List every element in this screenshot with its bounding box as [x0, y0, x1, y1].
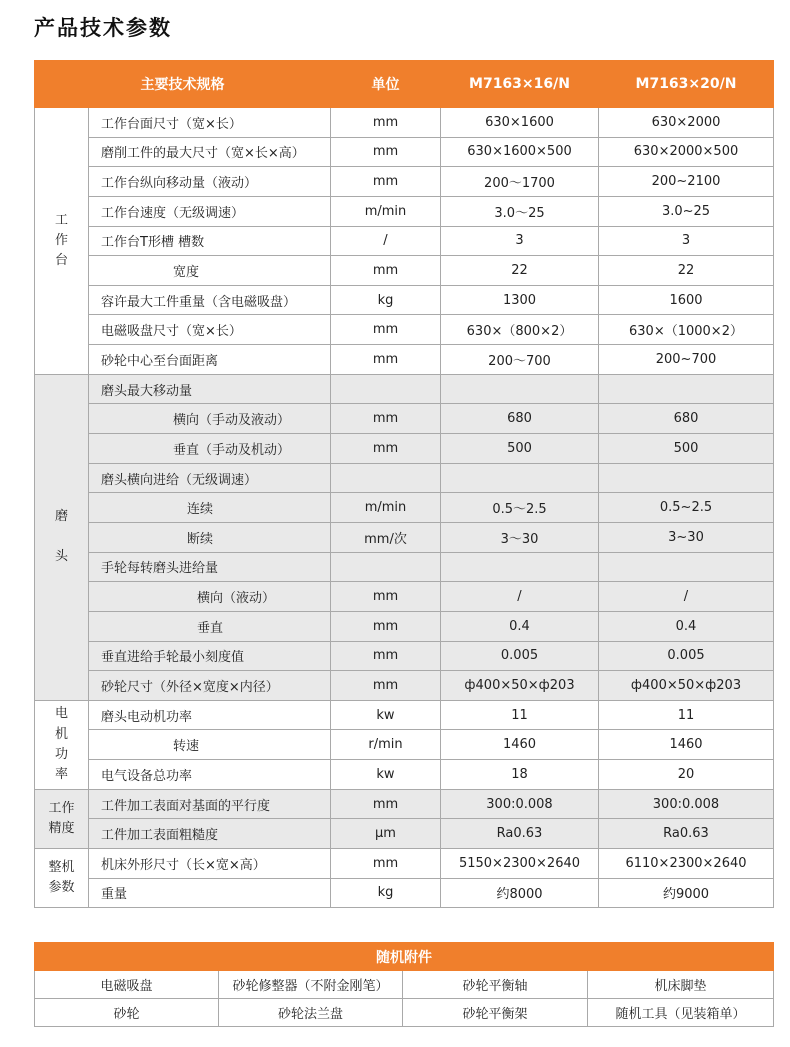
spec-value-model-1 — [441, 463, 599, 493]
spec-value-model-1: 680 — [441, 404, 599, 434]
accessory-item: 随机工具（见装箱单） — [588, 999, 774, 1027]
group-label-part: 参数 — [48, 880, 75, 896]
spec-value-model-1: 200〜700 — [441, 345, 599, 375]
table-row — [35, 611, 774, 641]
spec-value-model-2: 630×（1000×2） — [599, 315, 774, 345]
spec-item: 垂直 — [89, 611, 331, 641]
group-label — [35, 789, 89, 848]
spec-value-model-2: 300:0.008 — [599, 789, 774, 819]
spec-unit: / — [331, 226, 441, 256]
table-row — [35, 730, 774, 760]
spec-value-model-2: 200~700 — [599, 345, 774, 375]
spec-value-model-2: 630×2000 — [599, 108, 774, 138]
spec-item: 电磁吸盘尺寸（宽×长） — [89, 315, 331, 345]
spec-unit: m/min — [331, 196, 441, 226]
table-row — [35, 256, 774, 286]
spec-value-model-1: 300:0.008 — [441, 789, 599, 819]
spec-item: 工作台速度（无级调速） — [89, 196, 331, 226]
spec-unit: mm — [331, 315, 441, 345]
accessory-item: 砂轮平衡架 — [403, 999, 588, 1027]
spec-unit: mm — [331, 582, 441, 612]
group-label-part: 台 — [54, 252, 68, 268]
spec-item: 工作台纵向移动量（液动） — [89, 167, 331, 197]
group-label-part — [35, 527, 88, 547]
spec-unit: mm — [331, 671, 441, 701]
spec-value-model-2: 1600 — [599, 285, 774, 315]
spec-value-model-1: 1460 — [441, 730, 599, 760]
spec-unit — [331, 374, 441, 404]
spec-unit: kw — [331, 700, 441, 730]
spec-unit: mm — [331, 256, 441, 286]
spec-value-model-1: 0.4 — [441, 611, 599, 641]
spec-item: 横向（手动及液动） — [89, 404, 331, 434]
table-row — [35, 374, 774, 404]
spec-value-model-1: 3 — [441, 226, 599, 256]
group-label — [35, 108, 89, 375]
spec-unit: r/min — [331, 730, 441, 760]
table-row — [35, 167, 774, 197]
spec-value-model-1: 1300 — [441, 285, 599, 315]
spec-value-model-1: 18 — [441, 760, 599, 790]
spec-value-model-1: Ra0.63 — [441, 819, 599, 849]
table-row — [35, 522, 774, 552]
spec-item: 工作台T形槽 槽数 — [89, 226, 331, 256]
accessory-item: 砂轮法兰盘 — [219, 999, 403, 1027]
spec-item: 连续 — [89, 493, 331, 523]
spec-item: 电气设备总功率 — [89, 760, 331, 790]
table-row — [35, 819, 774, 849]
spec-item: 垂直（手动及机动） — [89, 434, 331, 464]
spec-value-model-2: 3.0~25 — [599, 196, 774, 226]
accessories-row — [35, 999, 774, 1027]
table-row — [35, 493, 774, 523]
spec-item: 容许最大工件重量（含电磁吸盘） — [89, 285, 331, 315]
table-row — [35, 196, 774, 226]
spec-unit: mm — [331, 789, 441, 819]
spec-value-model-1: 5150×2300×2640 — [441, 849, 599, 879]
spec-value-model-1: 0.5〜2.5 — [441, 493, 599, 523]
spec-value-model-2: 0.5~2.5 — [599, 493, 774, 523]
table-row — [35, 671, 774, 701]
spec-value-model-1: / — [441, 582, 599, 612]
accessories-title: 随机附件 — [35, 943, 774, 971]
spec-item: 宽度 — [89, 256, 331, 286]
spec-item: 磨头电动机功率 — [89, 700, 331, 730]
spec-value-model-1: 11 — [441, 700, 599, 730]
spec-unit: mm — [331, 137, 441, 167]
table-row — [35, 285, 774, 315]
spec-value-model-2: 630×2000×500 — [599, 137, 774, 167]
spec-value-model-1: ф400×50×ф203 — [441, 671, 599, 701]
group-label — [35, 700, 89, 789]
spec-unit: mm — [331, 611, 441, 641]
spec-value-model-2 — [599, 374, 774, 404]
spec-value-model-2: 20 — [599, 760, 774, 790]
spec-value-model-2: 6110×2300×2640 — [599, 849, 774, 879]
spec-item: 磨头最大移动量 — [89, 374, 331, 404]
spec-value-model-2: 22 — [599, 256, 774, 286]
header-unit: 单位 — [331, 61, 441, 108]
group-label — [35, 374, 89, 700]
spec-unit: mm/次 — [331, 522, 441, 552]
spec-value-model-1: 3〜30 — [441, 522, 599, 552]
spec-value-model-2: ф400×50×ф203 — [599, 671, 774, 701]
group-label-part: 工 — [54, 212, 68, 228]
spec-value-model-2 — [599, 463, 774, 493]
spec-body — [35, 108, 774, 908]
table-row — [35, 315, 774, 345]
table-row — [35, 137, 774, 167]
table-row — [35, 434, 774, 464]
spec-unit: mm — [331, 345, 441, 375]
spec-value-model-1 — [441, 374, 599, 404]
header-model-2: M7163×20/N — [599, 61, 774, 108]
spec-item: 砂轮尺寸（外径×宽度×内径） — [89, 671, 331, 701]
spec-item: 断续 — [89, 522, 331, 552]
group-label-part: 机 — [54, 726, 68, 742]
spec-value-model-2: 约9000 — [599, 878, 774, 908]
table-row — [35, 404, 774, 434]
spec-item: 磨头横向进给（无级调速） — [89, 463, 331, 493]
spec-value-model-1 — [441, 552, 599, 582]
spec-header-row — [35, 61, 774, 108]
accessory-item: 砂轮 — [35, 999, 219, 1027]
spec-item: 横向（液动） — [89, 582, 331, 612]
group-label-part: 头 — [54, 549, 68, 565]
spec-unit: μm — [331, 819, 441, 849]
spec-unit — [331, 463, 441, 493]
spec-table — [34, 60, 774, 908]
spec-value-model-1: 500 — [441, 434, 599, 464]
page-title: 产品技术参数 — [34, 16, 172, 40]
table-row — [35, 849, 774, 879]
table-row — [35, 700, 774, 730]
group-label-part: 磨 — [54, 509, 68, 525]
spec-item: 工件加工表面对基面的平行度 — [89, 789, 331, 819]
spec-unit: kg — [331, 285, 441, 315]
spec-unit: m/min — [331, 493, 441, 523]
spec-unit: kg — [331, 878, 441, 908]
spec-item: 磨削工件的最大尺寸（宽×长×高） — [89, 137, 331, 167]
spec-unit: kw — [331, 760, 441, 790]
spec-unit: mm — [331, 641, 441, 671]
spec-value-model-2: 500 — [599, 434, 774, 464]
spec-value-model-2: 0.005 — [599, 641, 774, 671]
table-row — [35, 552, 774, 582]
spec-value-model-2: 1460 — [599, 730, 774, 760]
group-label-part: 电 — [54, 706, 68, 722]
spec-unit: mm — [331, 434, 441, 464]
group-label-part: 作 — [54, 232, 68, 248]
spec-item: 重量 — [89, 878, 331, 908]
table-row — [35, 760, 774, 790]
table-row — [35, 641, 774, 671]
spec-item: 工作台面尺寸（宽×长） — [89, 108, 331, 138]
spec-unit: mm — [331, 167, 441, 197]
accessory-item: 机床脚垫 — [588, 971, 774, 999]
spec-value-model-1: 630×1600 — [441, 108, 599, 138]
header-model-1: M7163×16/N — [441, 61, 599, 108]
spec-value-model-2: 0.4 — [599, 611, 774, 641]
table-row — [35, 582, 774, 612]
spec-value-model-1: 630×（800×2） — [441, 315, 599, 345]
spec-value-model-2: 3~30 — [599, 522, 774, 552]
spec-value-model-1: 22 — [441, 256, 599, 286]
spec-value-model-2: 200~2100 — [599, 167, 774, 197]
header-spec: 主要技术规格 — [35, 61, 331, 108]
spec-value-model-1: 200〜1700 — [441, 167, 599, 197]
spec-item: 垂直进给手轮最小刻度值 — [89, 641, 331, 671]
spec-value-model-2: Ra0.63 — [599, 819, 774, 849]
table-row — [35, 108, 774, 138]
accessories-row — [35, 971, 774, 999]
table-row — [35, 878, 774, 908]
spec-item: 砂轮中心至台面距离 — [89, 345, 331, 375]
accessory-item: 砂轮修整器（不附金刚笔） — [219, 971, 403, 999]
table-row — [35, 226, 774, 256]
spec-item: 工件加工表面粗糙度 — [89, 819, 331, 849]
spec-item: 机床外形尺寸（长×宽×高） — [89, 849, 331, 879]
spec-value-model-1: 约8000 — [441, 878, 599, 908]
spec-unit — [331, 552, 441, 582]
group-label-part: 率 — [54, 766, 68, 782]
table-row — [35, 463, 774, 493]
group-label-part: 精度 — [48, 820, 75, 836]
table-row — [35, 345, 774, 375]
group-label-part: 功 — [54, 746, 68, 762]
table-row — [35, 789, 774, 819]
spec-unit: mm — [331, 404, 441, 434]
accessories-body — [35, 971, 774, 1027]
spec-value-model-2 — [599, 552, 774, 582]
spec-value-model-1: 0.005 — [441, 641, 599, 671]
accessories-table — [34, 942, 774, 1027]
spec-item: 转速 — [89, 730, 331, 760]
spec-value-model-1: 630×1600×500 — [441, 137, 599, 167]
spec-value-model-2: 3 — [599, 226, 774, 256]
spec-unit: mm — [331, 108, 441, 138]
spec-value-model-2: 11 — [599, 700, 774, 730]
spec-item: 手轮每转磨头进给量 — [89, 552, 331, 582]
accessory-item: 电磁吸盘 — [35, 971, 219, 999]
group-label-part: 工作 — [48, 800, 75, 816]
spec-unit: mm — [331, 849, 441, 879]
spec-value-model-1: 3.0〜25 — [441, 196, 599, 226]
group-label-part: 整机 — [48, 860, 75, 876]
spec-value-model-2: 680 — [599, 404, 774, 434]
spec-value-model-2: / — [599, 582, 774, 612]
accessory-item: 砂轮平衡轴 — [403, 971, 588, 999]
group-label — [35, 849, 89, 908]
